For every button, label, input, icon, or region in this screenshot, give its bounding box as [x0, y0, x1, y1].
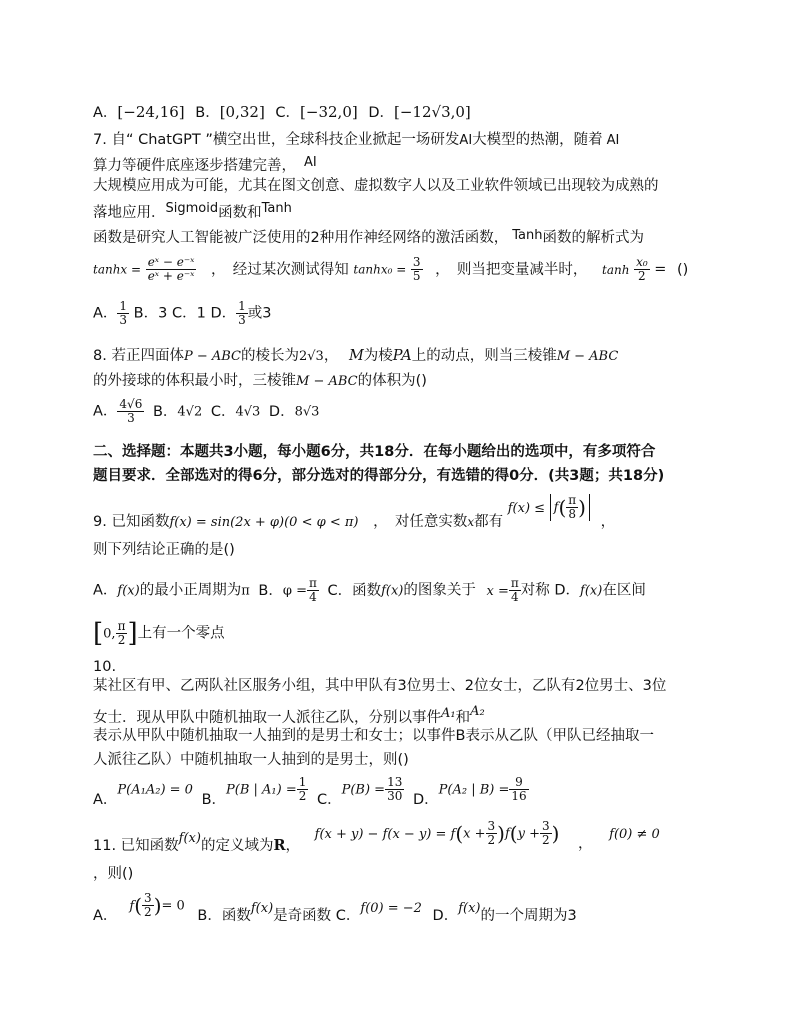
tanh-fraction: $\frac{\text{eˣ − e⁻ˣ}}{\text{eˣ + e⁻ˣ}}$	[147, 255, 195, 283]
q7-line-3: 大规模应用成为可能，尤其在图文创意、虚拟数字人以及工业软件领域已出现较为成熟的	[93, 178, 659, 194]
q6-option-c: C．	[275, 105, 301, 121]
q10-line-4: 人派往乙队）中随机抽取一人抽到的是男士，则()	[93, 752, 409, 768]
q7-option-d: D．	[210, 305, 237, 322]
q7-formula-line: tanhx = $\frac{\text{eˣ − e⁻ˣ}}{\text{eˣ + e⁻ˣ}}$ ， 经过某次测试得知 tanhx₀ = $\frac{3}{5}$ ， 则当把变量减半时， tanh $\frac{\text{x₀}}{2}$ = ()	[93, 255, 689, 283]
q10-options: A．P(A₁A₂) = 0 B．P(B | A₁) = $\frac{1}{2}$ C．P(B) = $\frac{13}{30}$ D．P(A₂ | B) = $\frac{9}{16}$	[93, 775, 527, 808]
q7-option-c: C．1	[171, 305, 206, 322]
q10-number: 10.	[93, 659, 117, 675]
q8-option-c: C．	[210, 403, 236, 420]
q6-option-b-expr: [0,32]	[219, 103, 265, 121]
q8-option-b: B．	[152, 403, 178, 420]
q11-line-1: 11. 已知函数f(x)的定义域为R， f(x + y) − f(x − y) = f(x + $\frac{3}{2}$ )f(y + $\frac{3}{2}$ ) ， f(0) ≠ 0	[93, 819, 660, 854]
q6-option-a-expr: [−24,16]	[117, 103, 185, 121]
q9-options: A．f(x)的最小正周期为π B．φ = $\frac{\pi}{4}$ C．函数f(x)的图象关于 x = $\frac{\pi}{4}$ 对称 D．f(x)在区间	[93, 576, 646, 604]
q9-option-d: D．	[554, 582, 581, 599]
q6-option-a: A．	[93, 105, 118, 121]
q11-option-a: A．	[93, 907, 118, 924]
q10-line-2: 女士．现从甲队中随机抽取一人派往乙队，分别以事件A₁和A₂	[93, 704, 485, 726]
q11-options: A．f( $\frac{3}{2}$ )= 0 B．函数f(x)是奇函数 C．f(0) = −2 D．f(x)的一个周期为3	[93, 891, 577, 924]
tanh-formula-lhs: tanhx =	[93, 262, 142, 277]
section-2-heading-1: 二、选择题：本题共3小题，每小题6分，共18分．在每小题给出的选项中，有多项符合	[93, 444, 656, 460]
q9-option-b: B．	[258, 582, 283, 599]
q7-option-a: A．	[93, 305, 118, 322]
q6-options	[93, 102, 471, 123]
q10-option-a: A．	[93, 791, 118, 808]
q11-line-2: ，则()	[93, 866, 134, 882]
q7-options: A． $\frac{1}{3}$ B．3 C．1 D． $\frac{1}{3}$ 或3	[93, 299, 272, 327]
q10-option-d: D．	[412, 791, 439, 808]
q10-option-c: C．	[316, 791, 342, 808]
q8-option-d: D．	[268, 403, 295, 420]
q7-line-4: 落地应用．Sigmoid函数和Tanh	[93, 201, 292, 221]
q8-line-2: 的外接球的体积最小时，三棱锥M − ABC的体积为()	[93, 373, 427, 389]
q9-option-c: C．函数	[327, 582, 382, 599]
q11-option-b: B．函数	[197, 907, 251, 924]
q9-option-d-cont: [0, $\frac{\pi}{2}$ ]上有一个零点	[93, 618, 225, 649]
section-2-heading-2: 题目要求．全部选对的得6分，部分选对的得部分分，有选错的得0分．(共3题；共18分)	[93, 468, 665, 484]
q7-line-2: 算力等硬件底座逐步搭建完善， AI	[93, 155, 317, 174]
q10-option-b: B．	[201, 791, 227, 808]
q6-option-d-expr: [−12√3,0]	[394, 103, 471, 121]
q6-option-b: B．	[195, 105, 220, 121]
q11-option-d: D．	[432, 907, 459, 924]
q10-line-3: 表示从甲队中随机抽取一人抽到的是男士和女士；以事件B表示从乙队（甲队已经抽取一	[93, 728, 654, 744]
q6-option-d: D．	[368, 105, 394, 121]
q9-line-1: 9. 已知函数f(x) = sin(2x + φ)(0 < φ < π) ， 对任意实数$_x$都有 f(x) ≤ f( $\frac{\pi}{8}$ ) ，	[93, 493, 616, 530]
q9-line-2: 则下列结论正确的是()	[93, 542, 235, 558]
q9-option-a: A．	[93, 582, 118, 599]
q6-option-c-expr: [−32,0]	[300, 103, 358, 121]
q11-option-c: C．	[335, 907, 361, 924]
q10-line-1: 某社区有甲、乙两队社区服务小组，其中甲队有3位男士、2位女士，乙队有2位男士、3位	[93, 678, 667, 694]
q9-function: f(x) = sin(2x + φ)(0 < φ < π)	[169, 514, 359, 530]
q7-line-1: 7. 自“ ChatGPT ”横空出世，全球科技企业掀起一场研发AI大模型的热潮，随着 AI	[93, 132, 620, 148]
q7-line-5: 函数是研究人工智能被广泛使用的2种用作神经网络的激活函数， Tanh函数的解析式为	[93, 228, 644, 246]
q8-options: A． $\frac{4√6}{3}$ B．4√2 C．4√3 D．8√3	[93, 397, 320, 425]
q7-option-b: B．3	[133, 305, 168, 322]
q8-option-a: A．	[93, 403, 118, 420]
q8-line-1: 8. 若正四面体P − ABC的棱长为2√3， M为棱PA上的动点，则当三棱锥M − ABC	[93, 348, 619, 364]
